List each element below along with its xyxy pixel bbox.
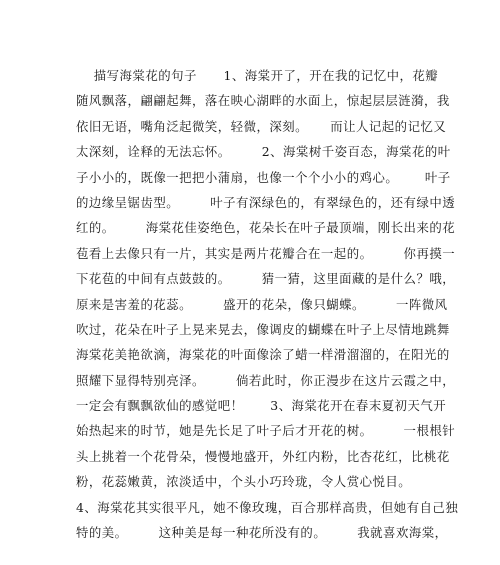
article-body (76, 63, 459, 545)
text-line: 太深刻，诠释的无法忘怀。 2、海棠树千姿百态，海棠花的叶 (76, 144, 451, 160)
text-line: 依旧无语，嘴角泛起微笑，轻微，深刻。 而让人记起的记忆又 (76, 118, 447, 134)
text-line: 头上挑着一个花骨朵，慢慢地盛开，外红内粉，比杏花红，比桃花 (76, 448, 450, 464)
text-line: 照耀下显得特别亮泽。 倘若此时，你正漫步在这片云霞之中， (76, 372, 456, 388)
text-line: 描写海棠花的句子 1、海棠开了，开在我的记忆中，花瓣 (76, 68, 439, 83)
text-line: 一定会有飘飘欲仙的感觉吧！ 3、海棠花开在春末夏初天气开 (76, 398, 447, 414)
text-line: 随风飘落，翩翩起舞，落在映心湖畔的水面上，惊起层层涟漪，我 (76, 93, 450, 109)
text-line: 原来是害羞的花蕊。 盛开的花朵，像只蝴蝶。 一阵微风 (76, 296, 448, 312)
text-line: 4、海棠花其实很平凡，她不像玫瑰，百合那样高贵，但她有自己独 (76, 499, 459, 515)
text-line: 下花苞的中间有点鼓鼓的。 猜一猜，这里面藏的是什么？哦， (76, 271, 456, 287)
text-line: 红的。 海棠花佳姿绝色，花朵长在叶子最顶端，刚长出来的花 (76, 220, 456, 236)
text-line: 苞看上去像只有一片，其实是两片花瓣合在一起的。 你再摸一 (76, 245, 456, 261)
text-line: 始热起来的时节，她是先长足了叶子后才开花的树。 一根根针 (76, 423, 456, 439)
text-line: 的边缘呈锯齿型。 叶子有深绿色的，有翠绿色的，还有绿中透 (76, 194, 456, 210)
text-line: 吹过，花朵在叶子上晃来晃去，像调皮的蝴蝶在叶子上尽情地跳舞 (76, 321, 450, 337)
page-bottom-fade (0, 555, 500, 565)
text-line: 海棠花美艳欲滴，海棠花的叶面像涂了蜡一样滑溜溜的，在阳光的 (76, 347, 450, 363)
text-line: 子小小的，既像一把把小蒲扇，也像一个个小小的鸡心。 叶子 (76, 169, 451, 185)
text-line: 特的美。 这种美是每一种花所没有的。 我就喜欢海棠， (76, 525, 448, 541)
text-line: 粉，花蕊嫩黄，浓淡适中，个头小巧玲珑，令人赏心悦目。 (76, 474, 412, 490)
